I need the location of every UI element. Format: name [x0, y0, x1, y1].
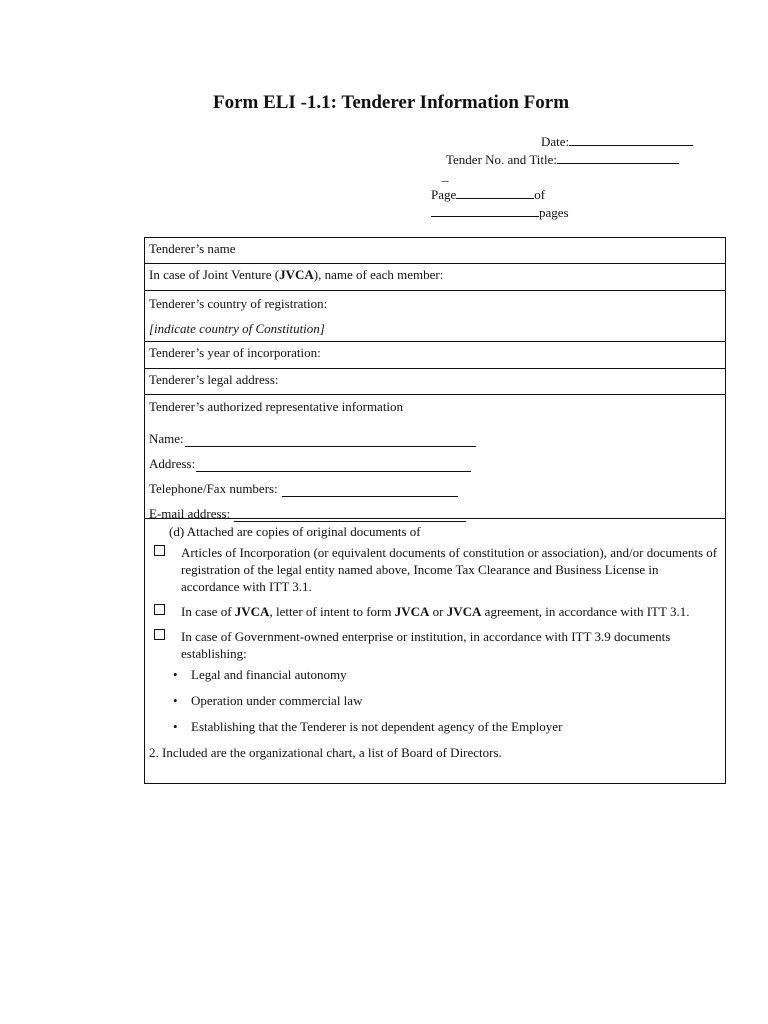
rep-name-blank[interactable] [185, 434, 476, 447]
bullet-not-dependent [149, 718, 720, 744]
bullet-autonomy [149, 666, 720, 692]
bullet-commercial-law-text: Operation under commercial law [191, 693, 363, 708]
government-item [149, 628, 720, 662]
total-pages-blank[interactable] [431, 205, 539, 217]
country-row[interactable] [145, 291, 725, 342]
jv-suffix: ), name of each member: [313, 267, 444, 282]
year-row[interactable] [145, 342, 725, 369]
date-blank[interactable] [569, 134, 693, 146]
jvca-term-1: JVCA [234, 604, 270, 619]
pages-label: pages [539, 205, 569, 220]
legal-address-label: Tenderer’s legal address: [149, 372, 279, 387]
date-label: Date: [541, 134, 570, 149]
rep-address-blank[interactable] [196, 459, 471, 472]
rep-name-label: Name: [149, 431, 184, 446]
tender-field[interactable] [446, 152, 679, 168]
legal-address-row[interactable] [145, 369, 725, 395]
jv-letter-prefix: In case of [181, 604, 235, 619]
tender-dash: _ [442, 168, 449, 183]
documents-heading: (d) Attached are copies of original documents of [169, 524, 421, 539]
tenderer-name-label: Tenderer’s name [149, 241, 236, 256]
rep-address-label: Address: [149, 456, 196, 471]
bullet-icon: • [173, 719, 178, 734]
jv-letter-mid-1: , letter of intent to form [269, 604, 395, 619]
government-text: In case of Government-owned enterprise or institution, in accordance with ITT 3.9 documents establishing: [181, 629, 671, 661]
country-hint: [indicate country of Constitution] [149, 321, 325, 336]
jv-letter-checkbox[interactable] [154, 604, 165, 615]
jvca-term-2: JVCA [394, 604, 430, 619]
rep-phone-label: Telephone/Fax numbers: [149, 481, 278, 496]
bullet-icon: • [173, 667, 178, 682]
pages-field[interactable] [431, 205, 569, 221]
rep-email-label: E-mail address: [149, 506, 231, 521]
page-number-blank[interactable] [456, 187, 534, 199]
tenderer-name-row[interactable] [145, 238, 725, 264]
jv-prefix: In case of Joint Venture ( [149, 267, 280, 282]
jvca-term: JVCA [279, 267, 314, 282]
representative-heading: Tenderer’s authorized representative information [149, 399, 404, 414]
jvca-term-3: JVCA [446, 604, 482, 619]
bullet-not-dependent-text: Establishing that the Tenderer is not dependent agency of the Employer [191, 719, 563, 734]
included-documents-note: 2. Included are the organizational chart, a list of Board of Directors. [149, 745, 502, 760]
government-checkbox[interactable] [154, 629, 165, 640]
articles-checkbox[interactable] [154, 545, 165, 556]
tender-blank[interactable] [557, 152, 679, 164]
year-label: Tenderer’s year of incorporation: [149, 345, 321, 360]
rep-name-field[interactable] [149, 422, 720, 447]
bullet-autonomy-text: Legal and financial autonomy [191, 667, 347, 682]
country-label: Tenderer’s country of registration: [149, 296, 328, 311]
page-label: Page [431, 187, 457, 202]
tender-label: Tender No. and Title: [446, 152, 558, 167]
rep-email-blank[interactable] [234, 509, 466, 522]
rep-phone-blank[interactable] [282, 484, 458, 497]
tenderer-info-table [144, 237, 726, 784]
bullet-icon: • [173, 693, 178, 708]
form-title: Form ELI -1.1: Tenderer Information Form [212, 92, 570, 113]
page-field[interactable] [431, 187, 545, 203]
bullet-commercial-law [149, 692, 720, 718]
representative-row [145, 395, 725, 519]
documents-row [145, 519, 725, 783]
articles-item [149, 544, 720, 595]
jv-letter-mid-2: or [429, 604, 447, 619]
articles-text: Articles of Incorporation (or equivalent documents of constitution or association), and/or documents of registration of the legal entity named above, Income Tax Clearance and Business License in accordance with ITT 3.1. [181, 545, 718, 594]
of-label: of [534, 187, 546, 202]
rep-address-field[interactable] [149, 447, 720, 472]
jv-members-row[interactable] [145, 264, 725, 291]
rep-phone-field[interactable] [149, 472, 720, 497]
jv-letter-suffix: agreement, in accordance with ITT 3.1. [481, 604, 690, 619]
jv-letter-item [149, 603, 720, 620]
date-field[interactable] [541, 134, 693, 150]
